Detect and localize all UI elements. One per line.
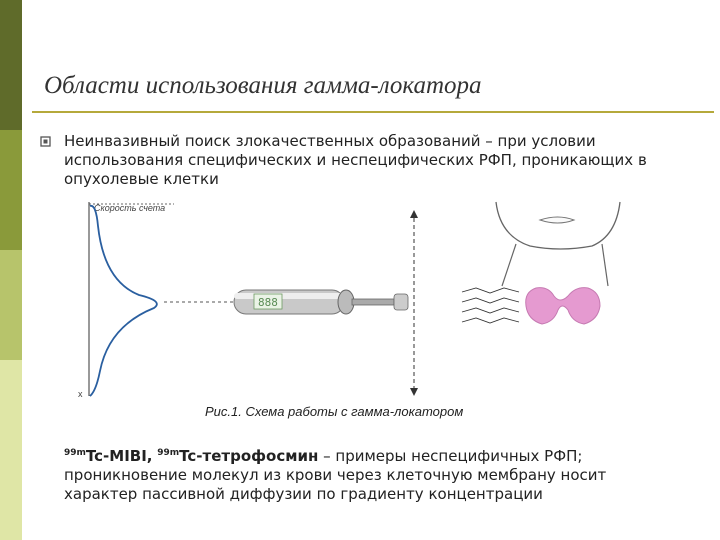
axis-label: Скорость счета <box>94 203 166 213</box>
sidebar-block <box>0 130 22 250</box>
isotope-superscript: 99m <box>157 448 180 458</box>
probe-tip-rod <box>352 299 394 305</box>
slide-title: Области использования гамма-локатора <box>44 72 482 99</box>
probe-highlight <box>234 293 344 299</box>
isotope-name: Tc-MIBI, <box>85 447 153 465</box>
sidebar-block <box>0 0 22 130</box>
square-bullet-icon <box>40 136 51 147</box>
axis-marker: x <box>78 389 83 399</box>
sidebar-block <box>0 250 22 360</box>
scan-arrow-up <box>410 210 418 218</box>
figure-caption: Рис.1. Схема работы с гамма-локатором <box>205 404 464 419</box>
isotope-name: Tc-тетрофосмин <box>179 447 319 465</box>
note-paragraph <box>64 444 684 504</box>
decorative-sidebar <box>0 0 22 540</box>
gamma-ray-line <box>462 308 519 313</box>
count-rate-curve <box>90 206 157 396</box>
isotope-superscript: 99m <box>64 448 86 458</box>
gamma-ray-line <box>462 298 519 303</box>
title-divider <box>32 111 714 113</box>
face-mouth <box>540 217 574 223</box>
note-text: – примеры неспецифичных РФП; проникновение молекул из крови через клеточную мембрану носит характер пассивной диффузии по градиенту концентрации <box>64 447 607 503</box>
scan-arrow-down <box>410 388 418 396</box>
gamma-ray-line <box>462 288 519 293</box>
thyroid-gland <box>526 288 600 324</box>
gamma-ray-line <box>462 318 519 323</box>
neck-left-line <box>502 244 516 286</box>
probe-display-digits: 888 <box>258 296 278 309</box>
neck-right-line <box>602 244 608 286</box>
face-chin-outline <box>496 202 620 249</box>
gamma-locator-diagram <box>64 196 664 406</box>
probe-tip-head <box>394 294 408 310</box>
bullet-text: Неинвазивный поиск злокачественных образований – при условии использования специфических и неспецифических РФП, проникающих в опухолевые клетки <box>64 132 647 188</box>
sidebar-block <box>0 360 22 540</box>
